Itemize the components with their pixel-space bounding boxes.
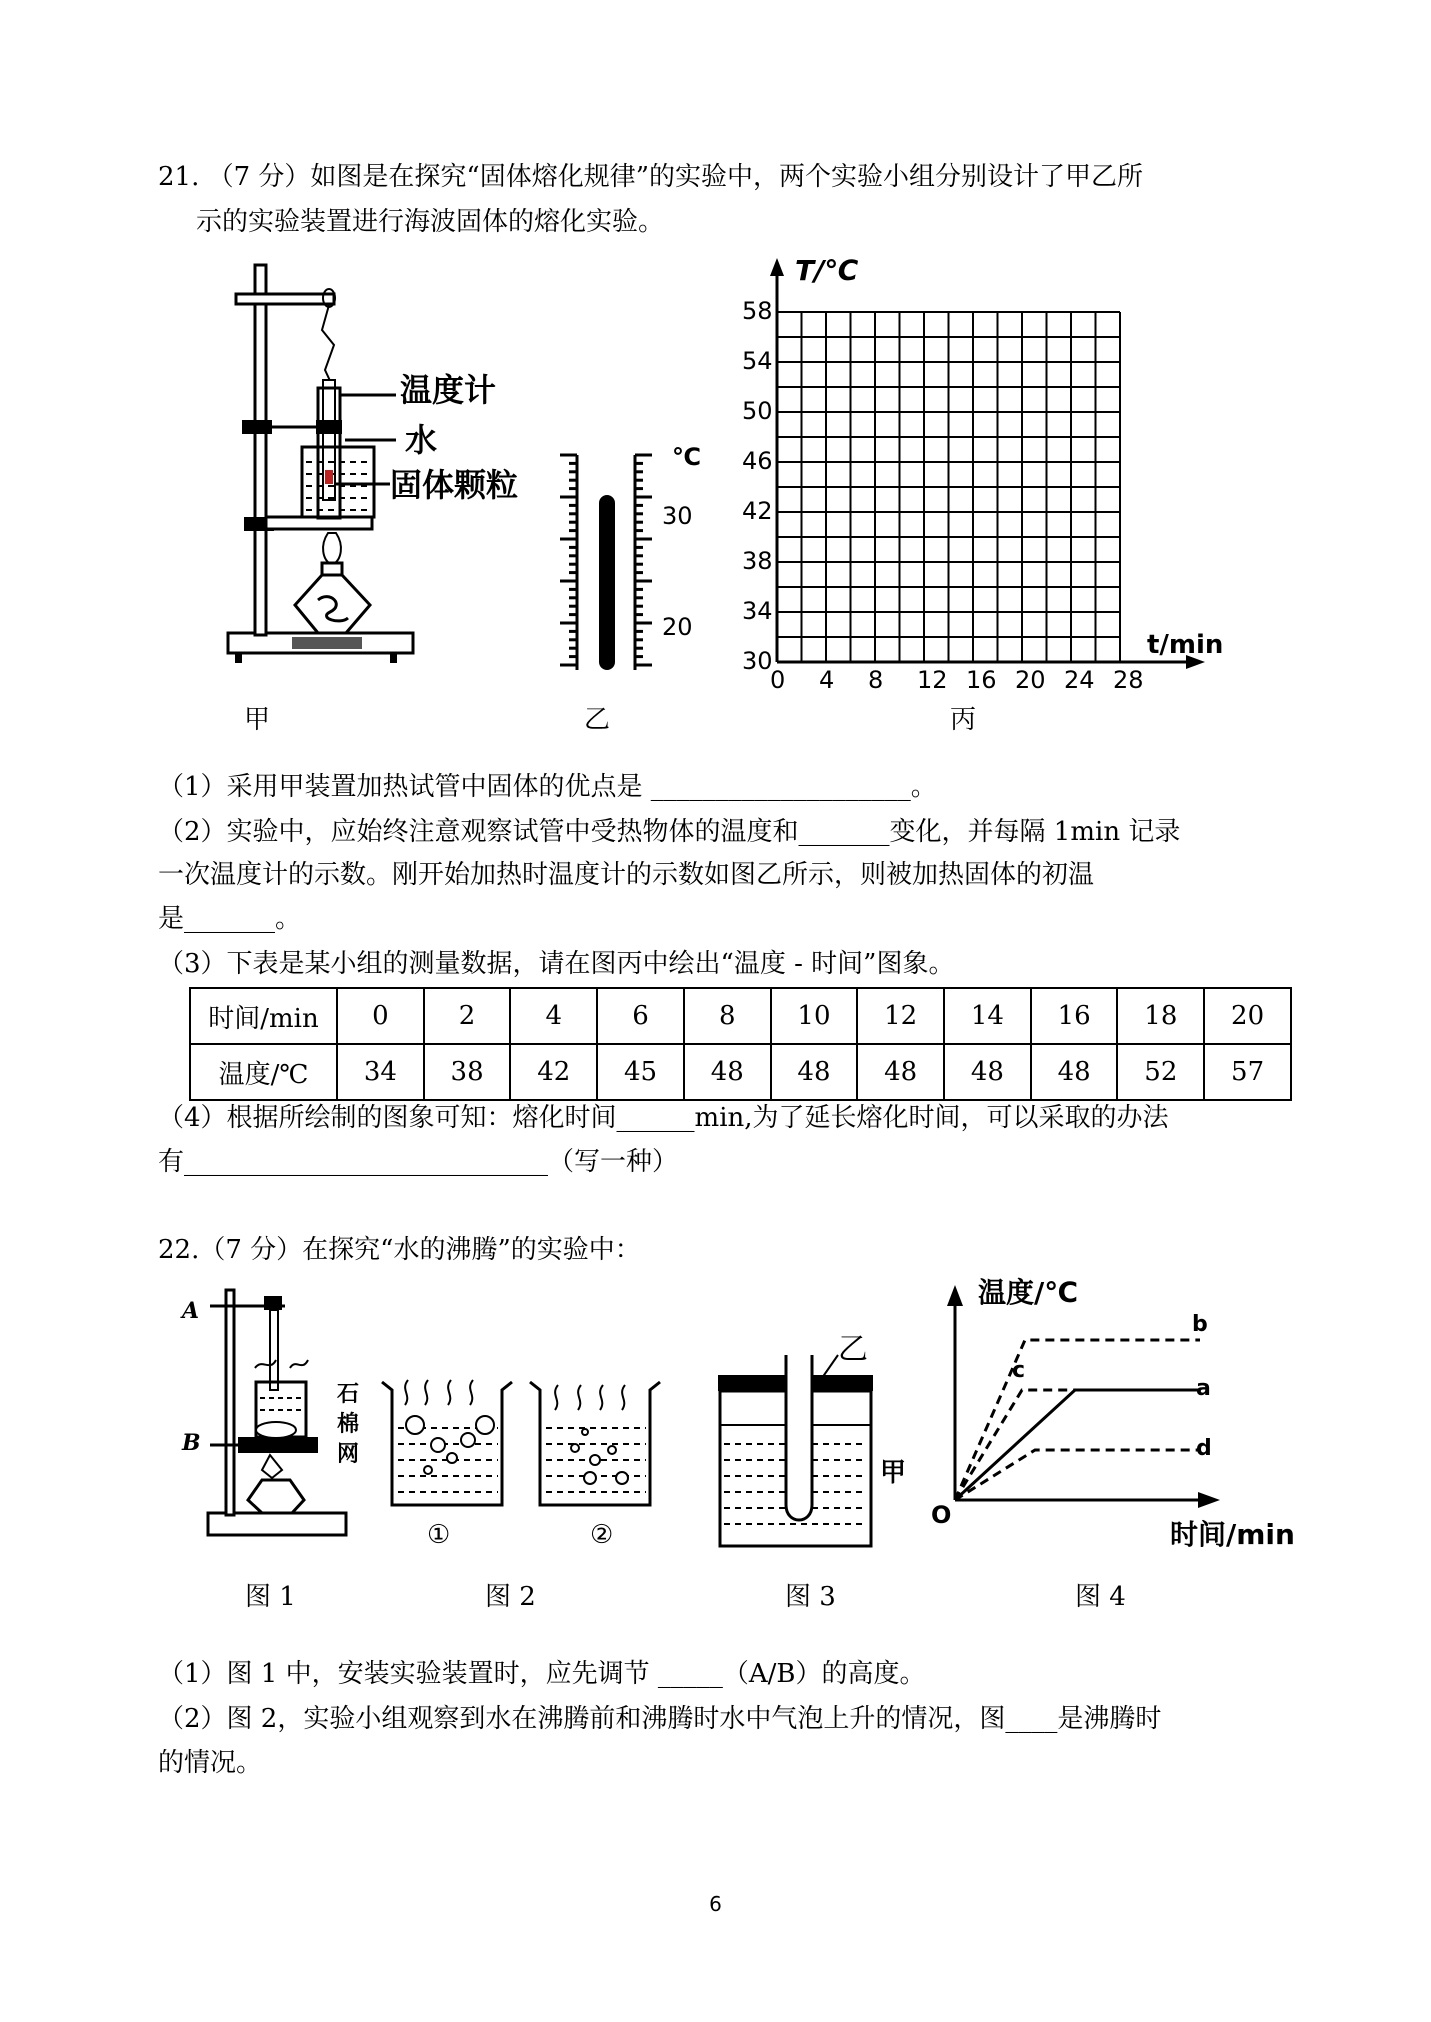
caption-fig3: 图 3 xyxy=(785,1582,836,1612)
table-cell: 48 xyxy=(771,1044,858,1100)
bing-x-tick: 24 xyxy=(1064,666,1095,694)
bing-y-tick: 58 xyxy=(742,297,773,325)
label-circle-2: ② xyxy=(590,1520,614,1550)
label-thermometer: 温度计 xyxy=(400,371,497,409)
table-cell: 38 xyxy=(424,1044,511,1100)
curve-d-line xyxy=(955,1450,1200,1500)
fig4-label-a: a xyxy=(1196,1376,1211,1401)
caption-fig1: 图 1 xyxy=(245,1582,296,1612)
bing-y-tick: 54 xyxy=(742,347,773,375)
thermometer-tick-30: 30 xyxy=(662,502,693,530)
q21-part2-line1: （2）实验中，应始终注意观察试管中受热物体的温度和_______变化，并每隔 1min 记录 xyxy=(158,817,1181,847)
table-cell: 4 xyxy=(510,988,597,1044)
q21-part4-line1: （4）根据所绘制的图象可知：熔化时间______min,为了延长熔化时间，可以采取的办法 xyxy=(158,1103,1169,1133)
label-water: 水 xyxy=(405,421,438,459)
bing-y-tick: 50 xyxy=(742,397,773,425)
thermometer-unit: ℃ xyxy=(672,443,702,471)
curve-c-line xyxy=(955,1390,1090,1500)
q22-part2-line1: （2）图 2，实验小组观察到水在沸腾前和沸腾时水中气泡上升的情况，图____是沸腾时 xyxy=(158,1704,1162,1734)
table-header-time: 时间/min xyxy=(190,988,337,1044)
bing-y-tick: 34 xyxy=(742,597,773,625)
table-header-temperature: 温度/℃ xyxy=(190,1044,337,1100)
fig4-label-b: b xyxy=(1192,1312,1208,1337)
fig4-label-d: d xyxy=(1196,1436,1212,1461)
fig4-y-axis-label: 温度/℃ xyxy=(978,1276,1079,1309)
fig4-origin: O xyxy=(931,1501,952,1529)
table-cell: 20 xyxy=(1204,988,1291,1044)
table-cell: 12 xyxy=(857,988,944,1044)
fig4-x-axis-label: 时间/min xyxy=(1170,1518,1295,1551)
bing-y-axis-label: T/℃ xyxy=(795,254,859,287)
q22-part2-line2: 的情况。 xyxy=(158,1748,263,1778)
label-b: B xyxy=(182,1430,201,1456)
q21-part2-line2: 一次温度计的示数。刚开始加热时温度计的示数如图乙所示，则被加热固体的初温 xyxy=(158,860,1095,890)
caption-fig4: 图 4 xyxy=(1075,1582,1126,1612)
table-cell: 16 xyxy=(1031,988,1118,1044)
q22-intro: 22.（7 分）在探究“水的沸腾”的实验中： xyxy=(158,1235,641,1265)
bing-x-tick: 8 xyxy=(868,666,884,694)
q21-part1: （1）采用甲装置加热试管中固体的优点是 ____________________。 xyxy=(158,772,937,802)
q21-part4-line2: 有____________________________（写一种） xyxy=(158,1147,679,1177)
table-cell: 52 xyxy=(1117,1044,1204,1100)
table-cell: 0 xyxy=(337,988,424,1044)
q21-intro-line2: 示的实验装置进行海波固体的熔化实验。 xyxy=(196,207,665,237)
q21-intro-line1: 21. （7 分）如图是在探究“固体熔化规律”的实验中，两个实验小组分别设计了甲乙所 xyxy=(158,162,1144,192)
q21-part3: （3）下表是某小组的测量数据，请在图丙中绘出“温度 - 时间”图象。 xyxy=(158,949,955,979)
bing-x-tick: 20 xyxy=(1015,666,1046,694)
caption-bing: 丙 xyxy=(950,705,977,735)
curve-b-line xyxy=(955,1340,1200,1500)
bing-y-tick: 46 xyxy=(742,447,773,475)
table-cell: 48 xyxy=(684,1044,771,1100)
table-cell: 57 xyxy=(1204,1044,1291,1100)
label-asbestos-gauze: 石棉网 xyxy=(337,1382,360,1467)
table-cell: 6 xyxy=(597,988,684,1044)
table-cell: 48 xyxy=(1031,1044,1118,1100)
bing-x-tick: 4 xyxy=(819,666,835,694)
table-cell: 42 xyxy=(510,1044,597,1100)
bing-x-tick: 12 xyxy=(917,666,948,694)
bing-y-tick: 42 xyxy=(742,497,773,525)
label-a: A xyxy=(182,1298,200,1324)
thermometer-tick-20: 20 xyxy=(662,613,693,641)
caption-jia: 甲 xyxy=(244,705,271,735)
bing-y-tick: 30 xyxy=(742,647,773,675)
table-cell: 18 xyxy=(1117,988,1204,1044)
q22-part1: （1）图 1 中，安装实验装置时，应先调节 _____（A/B）的高度。 xyxy=(158,1659,926,1689)
bing-x-tick: 16 xyxy=(966,666,997,694)
bing-x-axis-label: t/min xyxy=(1147,630,1224,660)
caption-fig2: 图 2 xyxy=(485,1582,536,1612)
curve-a-line xyxy=(955,1390,1200,1500)
label-yi-tube: 乙 xyxy=(838,1332,868,1367)
page-number: 6 xyxy=(709,1892,722,1916)
table-cell: 45 xyxy=(597,1044,684,1100)
q21-part2-line3: 是_______。 xyxy=(158,904,302,934)
table-cell: 10 xyxy=(771,988,858,1044)
table-cell: 8 xyxy=(684,988,771,1044)
label-jia-beaker: 甲 xyxy=(880,1458,907,1488)
table-cell: 14 xyxy=(944,988,1031,1044)
bing-y-tick: 38 xyxy=(742,547,773,575)
table-cell: 2 xyxy=(424,988,511,1044)
table-cell: 48 xyxy=(944,1044,1031,1100)
fig4-label-c: c xyxy=(1012,1358,1026,1383)
label-solid-particles: 固体颗粒 xyxy=(390,466,519,504)
caption-yi: 乙 xyxy=(584,705,611,735)
bing-x-tick: 28 xyxy=(1113,666,1144,694)
table-cell: 34 xyxy=(337,1044,424,1100)
table-cell: 48 xyxy=(857,1044,944,1100)
bing-x-tick: 0 xyxy=(770,666,786,694)
label-circle-1: ① xyxy=(427,1520,451,1550)
